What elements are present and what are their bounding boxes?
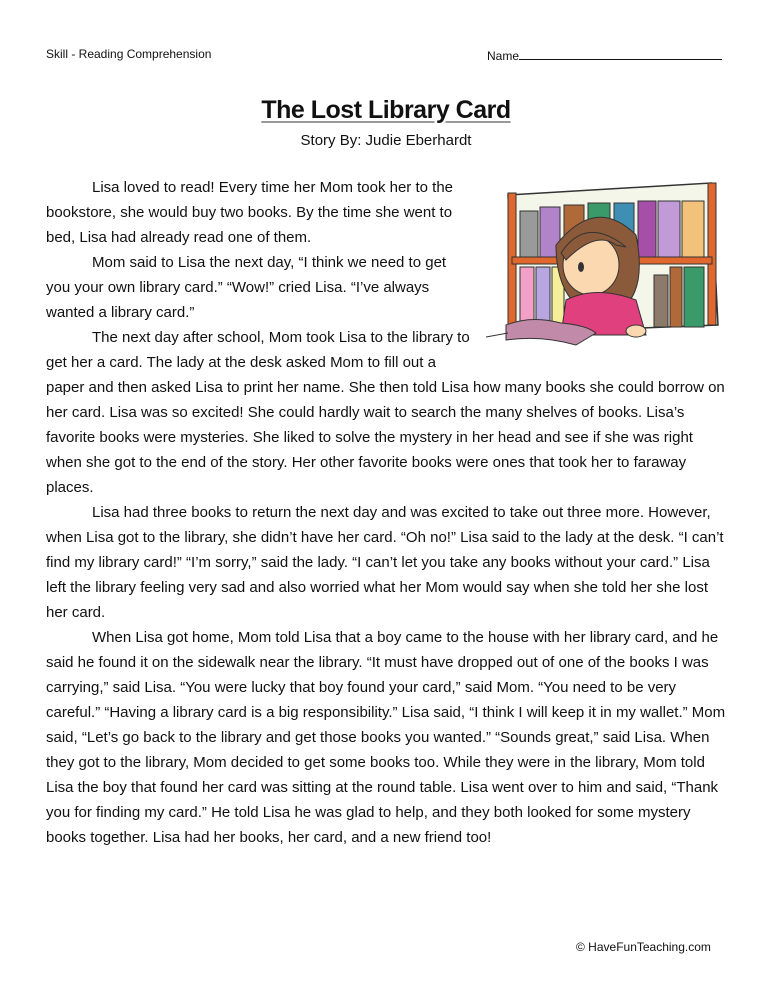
girl-reading-illustration-icon [486, 175, 726, 353]
story-paragraph-2: Mom said to Lisa the next day, “I think we need to get you your own library card.” “Wow!” cried Lisa. “I’ve always wanted a library card.” [46, 254, 447, 321]
page-title-wrap [0, 96, 772, 125]
byline: Story By: Judie Eberhardt [300, 132, 472, 149]
copyright-footer: © HaveFunTeaching.com [576, 940, 711, 954]
story-paragraph-1: Lisa loved to read! Every time her Mom took her to the bookstore, she would buy two books. By the time she went to bed, Lisa had already read one of them. [46, 179, 454, 246]
story-paragraph-3: The next day after school, Mom took Lisa to the library to get her a card. The lady at the desk asked Mom to fill out a paper and then asked Lisa to print her name. She then told Lisa how many books she could borrow on her card. Lisa was so excited! She could hardly wait to search the many shelves of books. Lisa’s favorite books were mysteries. She liked to solve the mystery in her head and see if she was right when she got to the end of the story. Her other favorite books were ones that took her to faraway places. [46, 329, 725, 496]
page-title: The Lost Library Card [261, 96, 511, 124]
skill-label: Skill - Reading Comprehension [46, 47, 212, 61]
story-paragraph-5: When Lisa got home, Mom told Lisa that a boy came to the house with her library card, and he said he found it on the sidewalk near the library. “It must have dropped out of one of the books I was carrying,” said Lisa. “You were lucky that boy found your card,” said Mom. “You need to be very careful.” “Having a library card is a big responsibility.” Lisa said, “I think I will keep it in my wallet.” Mom said, “Let’s go back to the library and get those books you wanted.” “Sounds great,” said Lisa. When they got to the library, Mom decided to get some books too. While they were in the library, Mom told Lisa the boy that found her card was sitting at the round table. Lisa went over to him and said, “Thank you for finding my card.” He told Lisa he was glad to help, and they both looked for some mystery books together. Lisa had her books, her card, and a new friend too! [46, 629, 726, 846]
name-blank-line [519, 47, 722, 60]
story-body [46, 175, 726, 850]
name-field [487, 47, 722, 63]
story-paragraph-4: Lisa had three books to return the next day and was excited to take out three more. However, when Lisa got to the library, she didn’t have her card. “Oh no!” Lisa said to the lady at the desk. “I can’t find my library card!” “I’m sorry,” said the lady. “I can’t let you take any books without your card.” Lisa left the library feeling very sad and also worried what her Mom would say when she told her she lost her card. [46, 504, 724, 621]
name-label: Name [487, 49, 520, 63]
